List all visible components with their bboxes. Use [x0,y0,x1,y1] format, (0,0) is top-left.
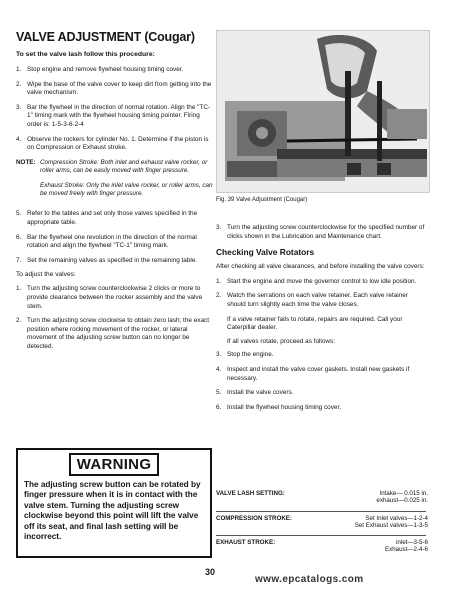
section-heading: Checking Valve Rotators [216,247,315,258]
divider [216,511,426,512]
spec-exh-label: EXHAUST STROKE: [216,539,276,546]
right-steps [216,224,428,241]
note-exhaust: Exhaust Stroke: Only the inlet valve rocker, or roller arms, can be moved freely with finger pressure. [40,181,213,197]
list-item: 3. Turn the adjusting screw counterclockwise for the specified number of clicks shown in the Lubrication and Maintenance chart. [216,224,425,240]
list-item: 4. Observe the rockers for cylinder No. 1. Determine if the piston is on Compression or Exhaust stroke. [16,135,209,152]
procedure-steps [16,66,214,153]
page-title: VALVE ADJUSTMENT (Cougar) [16,30,195,44]
list-item: 6. Install the flywheel housing timing cover. [216,403,342,411]
figure-caption: Fig. 39 Valve Adjustment (Cougar) [216,197,308,203]
spec-lash-intake: Intake— 0.015 in. [379,490,428,497]
spec-compression [216,515,428,529]
spec-exh-exhaust: Exhaust—2-4-6 [385,546,428,553]
list-item: 2. Turn the adjusting screw clockwise to obtain zero lash; the exact position where rocking movement of the rocker, or lateral movement of the adjusting screw button can no longer be detected. [16,317,209,350]
intro-text: To set the valve lash follow this procedure: [16,51,155,58]
list-item: 3. Bar the flywheel in the direction of normal rotation. Align the "TC-1" timing mark with the flywheel housing timing pointer. Firing order is: 1-5-3-6-2-4 [16,103,211,128]
figure-valve-adjustment [216,30,430,193]
adjust-heading: To adjust the valves: [16,271,76,279]
spec-comp-label: COMPRESSION STROKE: [216,515,292,522]
rotator-steps-cont [216,351,428,412]
spec-comp-inlet: Set Inlet valves—1-2-4 [365,515,428,522]
section-intro: After checking all valve clearances, and before installing the valve covers: [216,263,425,271]
watermark: www.epcatalogs.com [255,574,364,585]
spec-exh-inlet: inlet—3-5-6 [396,539,428,546]
list-item: 1. Turn the adjusting screw counterclockwise 2 clicks or more to provide clearance between the rocker assembly and the valve stem. [16,285,203,310]
list-item: 5. Refer to the tables and set only those valves specified in the appropriate table. [16,210,198,226]
list-item: 2. Wipe the base of the valve cover to keep dirt from getting into the valve mechanism. [16,80,212,97]
page-number: 30 [205,567,216,577]
list-item: 3. Stop the engine. [216,351,274,359]
warning-box [16,448,212,558]
list-item: 1. Start the engine and move the governor control to low idle position. [216,277,417,285]
rotator-steps [216,278,428,310]
note-label: NOTE: [16,158,36,166]
warning-title: WARNING [69,453,159,476]
engine-illustration [217,31,430,193]
spec-comp-exhaust: Set Exhaust valves—1-3-5 [354,522,428,529]
spec-exhaust [216,539,428,553]
list-item: 1. Stop engine and remove flywheel housing timing cover. [16,66,184,73]
note-block [16,159,214,205]
list-item: 4. Inspect and install the valve cover gaskets. Install new gaskets if necessary. [216,365,410,382]
rotator-fail-note: If a valve retainer fails to rotate, repairs are required. Call your Caterpillar dealer. [227,315,403,332]
warning-text: The adjusting screw button can be rotated by finger pressure when it is in contact with the valve stem. Turning the adjusting screw clockwise beyond this point will lift the valve off its seat, and final lash setting will be incorrect. [24,480,201,542]
rotator-ok-note: If all valves rotate, proceed as follows: [227,337,335,345]
list-item: 7. Set the remaining valves as specified in the remaining table. [16,256,198,264]
spec-lash [216,490,428,504]
list-item: 5. Install the valve covers. [216,389,294,397]
spec-lash-exhaust: exhaust—0.025 in. [376,497,428,504]
adjust-steps [16,285,214,351]
procedure-steps-cont [16,210,214,265]
note-compression: Compression Stroke: Both inlet and exhaust valve rocker, or roller arms, can be easily moved with finger pressure. [40,158,208,175]
left-column [16,30,214,358]
divider [216,535,426,536]
list-item: 6. Bar the flywheel one revolution in the direction of the normal rotation and align the flywheel "TC-1" timing mark. [16,233,197,250]
list-item: 2. Watch the serrations on each valve retainer. Each valve retainer should turn slightly each time the valve closes. [216,292,408,308]
right-column [216,224,428,418]
spec-lash-label: VALVE LASH SETTING: [216,490,285,497]
